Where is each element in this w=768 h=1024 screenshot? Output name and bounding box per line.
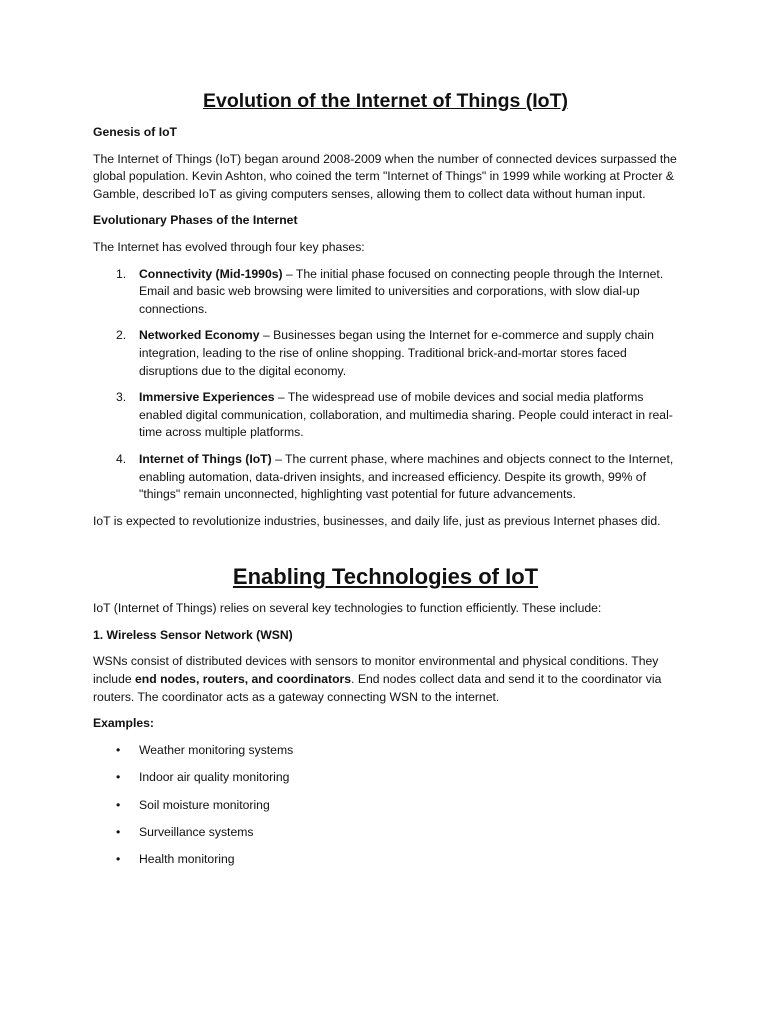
heading-wsn: 1. Wireless Sensor Network (WSN)	[93, 627, 293, 642]
phase-term: Internet of Things (IoT)	[139, 451, 272, 466]
section-title-enabling: Enabling Technologies of IoT	[232, 564, 539, 590]
phase-item	[93, 451, 678, 504]
list-item	[93, 824, 678, 842]
section-title-evolution: Evolution of the Internet of Things (IoT)	[202, 90, 569, 112]
phase-item	[93, 389, 678, 442]
example-text: Soil moisture monitoring	[139, 797, 270, 812]
phase-text: – The current phase, where machines and objects connect to the Internet, enabling automation, data-driven insights, and increased efficiency. Despite its growth, 99% of "things" remain unconnected, highlighting vast potential for future advancements.	[139, 451, 674, 502]
phase-term: Networked Economy	[139, 328, 260, 343]
bullet-icon: •	[116, 742, 121, 757]
example-text: Indoor air quality monitoring	[139, 770, 290, 785]
list-item	[93, 797, 678, 815]
list-number: 3.	[116, 390, 127, 405]
bullet-icon: •	[116, 825, 121, 840]
phase-term: Connectivity (Mid-1990s)	[139, 266, 283, 281]
paragraph-phases-intro: The Internet has evolved through four key phases:	[93, 239, 365, 254]
paragraph-genesis: The Internet of Things (IoT) began around 2008-2009 when the number of connected devices surpassed the global population. Kevin Ashton, who coined the term "Internet of Things" in 1999 while working at Procter & Gamble, described IoT as giving computers senses, allowing them to collect data without human input.	[93, 151, 677, 201]
example-text: Weather monitoring systems	[139, 742, 294, 757]
bullet-icon: •	[116, 852, 121, 867]
phase-term: Immersive Experiences	[139, 390, 275, 405]
example-text: Surveillance systems	[139, 825, 254, 840]
wsn-text-bold: end nodes, routers, and coordinators	[135, 672, 352, 687]
paragraph-enabling-intro: IoT (Internet of Things) relies on several key technologies to function efficiently. These include:	[93, 601, 602, 616]
heading-genesis: Genesis of IoT	[93, 125, 177, 139]
list-item	[93, 742, 678, 760]
phase-text: – The widespread use of mobile devices and social media platforms enabled digital communication, collaboration, and multimedia sharing. People could interact in real-time across multiple platforms.	[139, 390, 673, 440]
list-number: 1.	[116, 266, 127, 281]
paragraph-wsn	[93, 653, 678, 706]
phase-item	[93, 266, 678, 319]
list-number: 4.	[116, 451, 127, 466]
list-item	[93, 851, 678, 869]
bullet-icon: •	[116, 770, 121, 785]
phase-text: – Businesses began using the Internet for e-commerce and supply chain integration, leading to the rise of online shopping. Traditional brick-and-mortar stores faced disruptions due to the digital economy.	[139, 328, 654, 378]
list-number: 2.	[116, 328, 127, 343]
wsn-text-a: WSNs consist of distributed devices with sensors to monitor environmental and physical conditions. They include	[93, 654, 659, 687]
examples-list	[93, 742, 678, 869]
heading-phases: Evolutionary Phases of the Internet	[93, 213, 298, 228]
example-text: Health monitoring	[139, 852, 235, 867]
heading-examples: Examples:	[93, 716, 154, 731]
wsn-text-b: . End nodes collect data and send it to the coordinator via routers. The coordinator acts as a gateway connecting WSN to the internet.	[93, 672, 662, 704]
list-item	[93, 769, 678, 787]
phases-list	[93, 266, 678, 504]
document-body	[93, 88, 678, 879]
paragraph-closing: IoT is expected to revolutionize industries, businesses, and daily life, just as previous Internet phases did.	[93, 513, 661, 528]
bullet-icon: •	[116, 797, 121, 812]
phase-item	[93, 327, 678, 380]
phase-text: – The initial phase focused on connecting people through the Internet. Email and basic web browsing were limited to universities and corporations, with slow dial-up connections.	[139, 266, 664, 316]
